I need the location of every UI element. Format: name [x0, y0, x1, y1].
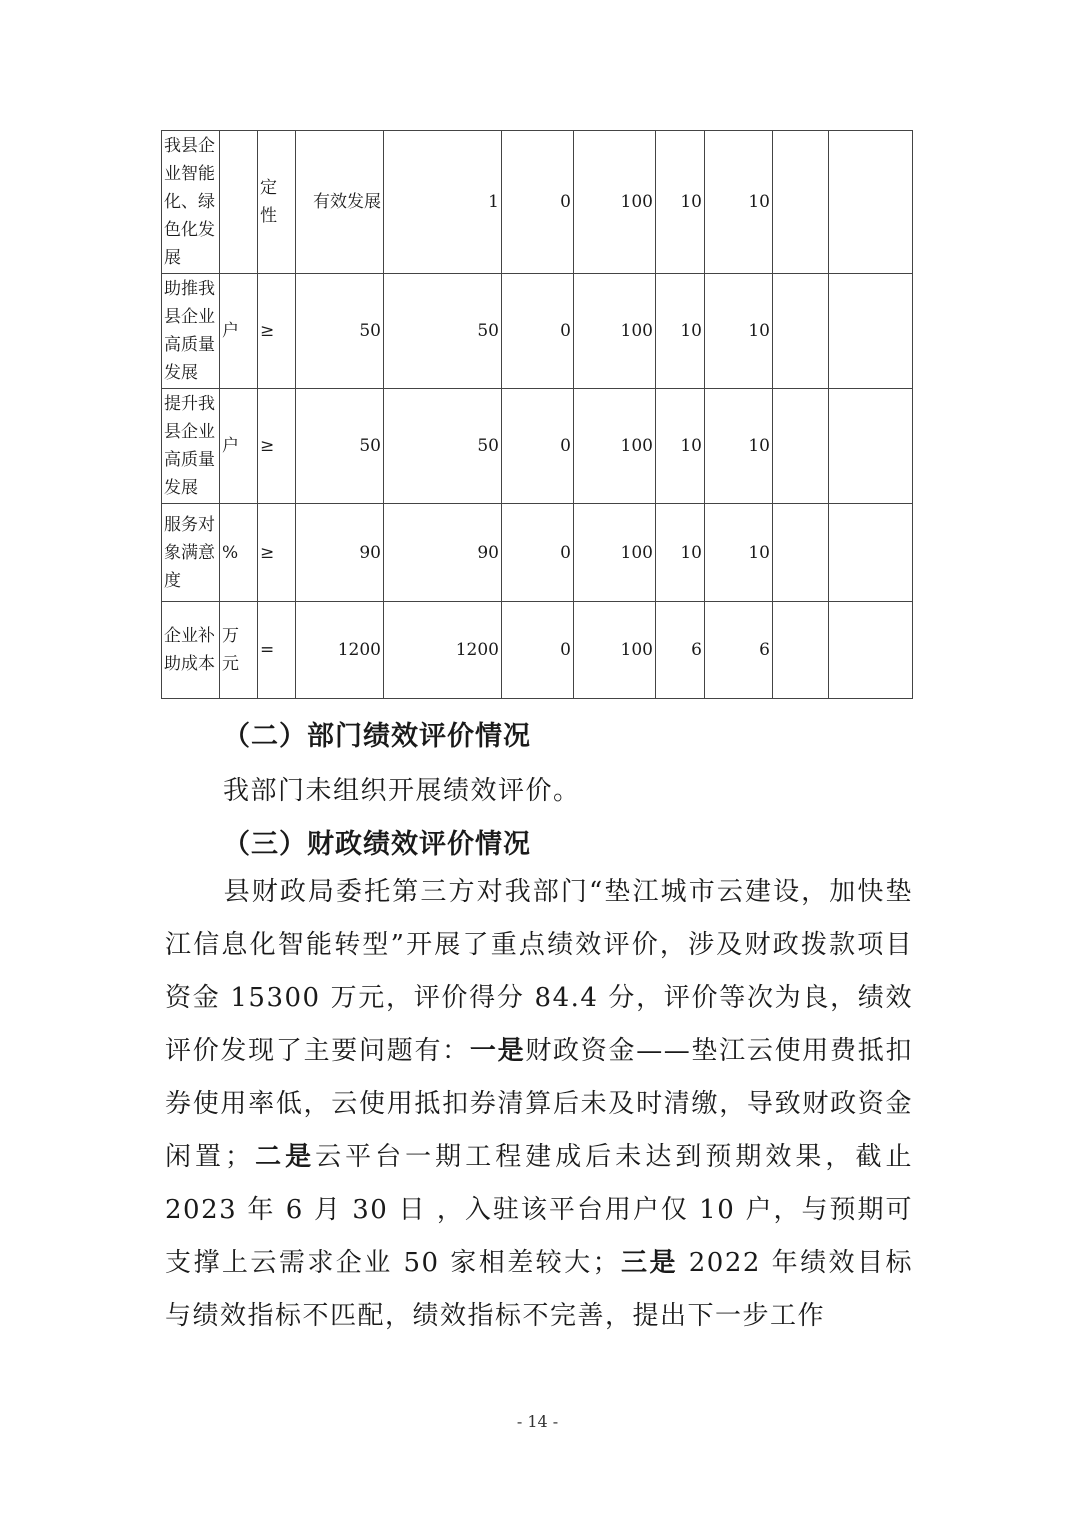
- point-label-third: 三是: [620, 1248, 678, 1278]
- empty-cell: [829, 602, 913, 699]
- target-cell: 50: [296, 274, 384, 389]
- weight-cell: 10: [656, 389, 705, 504]
- weight-cell: 10: [656, 504, 705, 602]
- score-cell: 10: [705, 274, 773, 389]
- indicator-name-cell: 助推我县企业高质量发展: [162, 274, 220, 389]
- type-cell: ≥: [258, 389, 296, 504]
- actual-cell: 90: [384, 504, 502, 602]
- table-row: [162, 274, 913, 389]
- table-row: [162, 389, 913, 504]
- department-evaluation-text: 我部门未组织开展绩效评价。: [223, 776, 581, 806]
- weight-cell: 10: [656, 131, 705, 274]
- fiscal-evaluation-paragraph: [165, 866, 913, 1343]
- type-cell: ≥: [258, 504, 296, 602]
- indicator-name-cell: 我县企业智能化、绿色化发展: [162, 131, 220, 274]
- actual-cell: 50: [384, 274, 502, 389]
- score-cell: 10: [705, 504, 773, 602]
- type-cell: 定性: [258, 131, 296, 274]
- completion-cell: 100: [574, 274, 656, 389]
- section-heading-fiscal-evaluation: （三）财政绩效评价情况: [223, 829, 531, 860]
- table-row: [162, 602, 913, 699]
- type-cell: =: [258, 602, 296, 699]
- target-cell: 有效发展: [296, 131, 384, 274]
- completion-cell: 100: [574, 389, 656, 504]
- indicator-name-cell: 服务对象满意度: [162, 504, 220, 602]
- point-label-first: 一是: [469, 1036, 526, 1066]
- weight-cell: 6: [656, 602, 705, 699]
- empty-cell: [829, 504, 913, 602]
- completion-cell: 100: [574, 504, 656, 602]
- unit-cell: 万元: [220, 602, 258, 699]
- actual-cell: 50: [384, 389, 502, 504]
- target-cell: 90: [296, 504, 384, 602]
- completion-cell: 100: [574, 602, 656, 699]
- paragraph-text: 云平台一期工程建成后未达到预期效果，截止 2023 年 6 月 30 日 ，入驻该平台用户仅 10 户，与预期可支撑上云需求企业 50 家相差较大；: [165, 1142, 913, 1278]
- deviation-cell: 0: [502, 602, 574, 699]
- unit-cell: 户: [220, 389, 258, 504]
- empty-cell: [773, 602, 829, 699]
- section-heading-department-evaluation: （二）部门绩效评价情况: [223, 721, 531, 752]
- paragraph-text: 财政资金——垫江云使用费抵扣券使用率低，云使用抵扣券清算后未及时清缴，导致财政资金闲置；: [165, 1036, 913, 1172]
- indicator-name-cell: 提升我县企业高质量发展: [162, 389, 220, 504]
- empty-cell: [773, 504, 829, 602]
- table-row: [162, 504, 913, 602]
- deviation-cell: 0: [502, 131, 574, 274]
- score-cell: 6: [705, 602, 773, 699]
- unit-cell: 户: [220, 274, 258, 389]
- performance-indicator-table: [161, 130, 913, 699]
- score-cell: 10: [705, 131, 773, 274]
- point-label-second: 二是: [252, 1142, 316, 1172]
- target-cell: 50: [296, 389, 384, 504]
- empty-cell: [829, 389, 913, 504]
- completion-cell: 100: [574, 131, 656, 274]
- actual-cell: 1: [384, 131, 502, 274]
- empty-cell: [773, 389, 829, 504]
- score-cell: 10: [705, 389, 773, 504]
- weight-cell: 10: [656, 274, 705, 389]
- indicator-name-cell: 企业补助成本: [162, 602, 220, 699]
- deviation-cell: 0: [502, 389, 574, 504]
- page-number: - 14 -: [516, 1412, 559, 1431]
- type-cell: ≥: [258, 274, 296, 389]
- target-cell: 1200: [296, 602, 384, 699]
- empty-cell: [829, 274, 913, 389]
- unit-cell: %: [220, 504, 258, 602]
- table-row: [162, 131, 913, 274]
- deviation-cell: 0: [502, 504, 574, 602]
- empty-cell: [829, 131, 913, 274]
- empty-cell: [773, 274, 829, 389]
- actual-cell: 1200: [384, 602, 502, 699]
- unit-cell: [220, 131, 258, 274]
- paragraph-text: 县财政局委托第三方对我部门“垫江城市云建设，加快垫江信息化智能转型”开展了重点绩效评价，涉及财政拨款项目资金 15300 万元，评价得分 84.4 分，评价等次为良，绩效评价发现了主要问题有：: [165, 877, 913, 1066]
- paragraph-text: 2022 年绩效目标与绩效指标不匹配，绩效指标不完善，提出下一步工作: [165, 1248, 913, 1331]
- empty-cell: [773, 131, 829, 274]
- deviation-cell: 0: [502, 274, 574, 389]
